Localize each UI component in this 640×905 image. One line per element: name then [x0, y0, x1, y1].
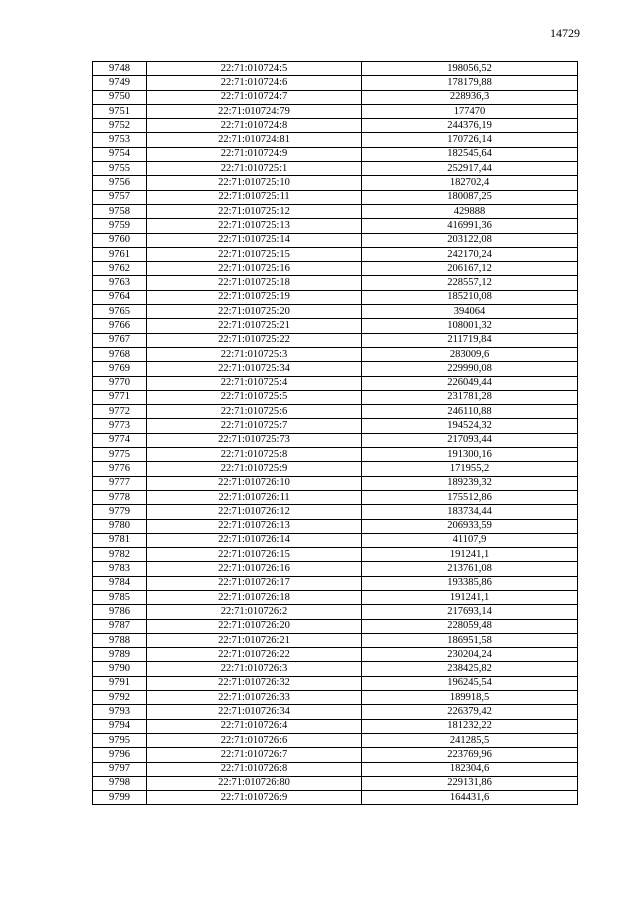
cadastral-value-cell: 181232,22: [362, 719, 578, 733]
cadastral-number-cell: 22:71:010725:15: [147, 247, 362, 261]
row-number-cell: 9751: [93, 104, 147, 118]
cadastral-value-cell: 194524,32: [362, 419, 578, 433]
cadastral-number-cell: 22:71:010726:12: [147, 505, 362, 519]
cadastral-number-cell: 22:71:010726:6: [147, 733, 362, 747]
cadastral-number-cell: 22:71:010726:3: [147, 662, 362, 676]
cadastral-number-cell: 22:71:010726:11: [147, 490, 362, 504]
cadastral-value-table: [92, 61, 578, 805]
cadastral-number-cell: 22:71:010725:21: [147, 319, 362, 333]
table-row: [93, 319, 578, 333]
row-number-cell: 9790: [93, 662, 147, 676]
cadastral-number-cell: 22:71:010726:32: [147, 676, 362, 690]
cadastral-value-cell: 203122,08: [362, 233, 578, 247]
table-row: [93, 176, 578, 190]
cadastral-value-cell: 185210,08: [362, 290, 578, 304]
cadastral-value-cell: 283009,6: [362, 347, 578, 361]
cadastral-value-cell: 171955,2: [362, 462, 578, 476]
cadastral-number-cell: 22:71:010725:9: [147, 462, 362, 476]
cadastral-value-cell: 228059,48: [362, 619, 578, 633]
row-number-cell: 9774: [93, 433, 147, 447]
cadastral-number-cell: 22:71:010725:14: [147, 233, 362, 247]
cadastral-value-cell: 223769,96: [362, 748, 578, 762]
row-number-cell: 9771: [93, 390, 147, 404]
cadastral-value-cell: 108001,32: [362, 319, 578, 333]
row-number-cell: 9762: [93, 262, 147, 276]
table-row: [93, 705, 578, 719]
cadastral-value-cell: 244376,19: [362, 119, 578, 133]
cadastral-value-cell: 238425,82: [362, 662, 578, 676]
cadastral-value-cell: 182304,6: [362, 762, 578, 776]
cadastral-value-cell: 182702,4: [362, 176, 578, 190]
table-row: [93, 133, 578, 147]
cadastral-value-cell: 196245,54: [362, 676, 578, 690]
cadastral-value-cell: 242170,24: [362, 247, 578, 261]
table-row: [93, 762, 578, 776]
table-row: [93, 691, 578, 705]
cadastral-number-cell: 22:71:010725:1: [147, 162, 362, 176]
table-row: [93, 333, 578, 347]
row-number-cell: 9793: [93, 705, 147, 719]
row-number-cell: 9792: [93, 691, 147, 705]
table-row: [93, 448, 578, 462]
cadastral-number-cell: 22:71:010726:13: [147, 519, 362, 533]
table-row: [93, 190, 578, 204]
cadastral-value-cell: 206167,12: [362, 262, 578, 276]
row-number-cell: 9781: [93, 533, 147, 547]
cadastral-number-cell: 22:71:010726:8: [147, 762, 362, 776]
row-number-cell: 9767: [93, 333, 147, 347]
table-row: [93, 419, 578, 433]
cadastral-value-cell: 189239,32: [362, 476, 578, 490]
table-row: [93, 605, 578, 619]
row-number-cell: 9799: [93, 791, 147, 805]
row-number-cell: 9779: [93, 505, 147, 519]
cadastral-number-cell: 22:71:010724:7: [147, 90, 362, 104]
cadastral-number-cell: 22:71:010726:10: [147, 476, 362, 490]
cadastral-value-cell: 394064: [362, 305, 578, 319]
cadastral-value-cell: 241285,5: [362, 733, 578, 747]
row-number-cell: 9789: [93, 648, 147, 662]
cadastral-value-cell: 193385,86: [362, 576, 578, 590]
cadastral-value-cell: 191300,16: [362, 448, 578, 462]
table-row: [93, 119, 578, 133]
cadastral-value-cell: 178179,88: [362, 76, 578, 90]
table-row: [93, 590, 578, 604]
cadastral-number-cell: 22:71:010725:5: [147, 390, 362, 404]
cadastral-value-cell: 226049,44: [362, 376, 578, 390]
cadastral-number-cell: 22:71:010726:15: [147, 548, 362, 562]
cadastral-value-cell: 217693,14: [362, 605, 578, 619]
cadastral-number-cell: 22:71:010725:13: [147, 219, 362, 233]
table-row: [93, 562, 578, 576]
row-number-cell: 9770: [93, 376, 147, 390]
cadastral-number-cell: 22:71:010725:22: [147, 333, 362, 347]
cadastral-number-cell: 22:71:010724:79: [147, 104, 362, 118]
cadastral-number-cell: 22:71:010725:3: [147, 347, 362, 361]
cadastral-value-cell: 186951,58: [362, 633, 578, 647]
table-row: [93, 462, 578, 476]
row-number-cell: 9768: [93, 347, 147, 361]
row-number-cell: 9764: [93, 290, 147, 304]
cadastral-value-cell: 211719,84: [362, 333, 578, 347]
cadastral-number-cell: 22:71:010726:80: [147, 776, 362, 790]
cadastral-number-cell: 22:71:010724:5: [147, 62, 362, 76]
table-row: [93, 619, 578, 633]
cadastral-value-cell: 230204,24: [362, 648, 578, 662]
row-number-cell: 9786: [93, 605, 147, 619]
row-number-cell: 9755: [93, 162, 147, 176]
cadastral-value-cell: 228557,12: [362, 276, 578, 290]
row-number-cell: 9784: [93, 576, 147, 590]
cadastral-value-cell: 231781,28: [362, 390, 578, 404]
table-row: [93, 204, 578, 218]
cadastral-number-cell: 22:71:010725:12: [147, 204, 362, 218]
row-number-cell: 9791: [93, 676, 147, 690]
cadastral-value-cell: 206933,59: [362, 519, 578, 533]
cadastral-number-cell: 22:71:010724:8: [147, 119, 362, 133]
cadastral-number-cell: 22:71:010726:21: [147, 633, 362, 647]
cadastral-value-cell: 180087,25: [362, 190, 578, 204]
table-row: [93, 505, 578, 519]
page-number: 14729: [550, 26, 580, 40]
table-row: [93, 247, 578, 261]
row-number-cell: 9752: [93, 119, 147, 133]
cadastral-number-cell: 22:71:010726:7: [147, 748, 362, 762]
cadastral-number-cell: 22:71:010726:9: [147, 791, 362, 805]
table-row: [93, 648, 578, 662]
table-row: [93, 490, 578, 504]
table-row: [93, 719, 578, 733]
cadastral-value-cell: 229990,08: [362, 362, 578, 376]
table-row: [93, 433, 578, 447]
table-row: [93, 347, 578, 361]
cadastral-number-cell: 22:71:010725:8: [147, 448, 362, 462]
cadastral-value-cell: 228936,3: [362, 90, 578, 104]
cadastral-number-cell: 22:71:010726:20: [147, 619, 362, 633]
table-row: [93, 548, 578, 562]
table-row: [93, 262, 578, 276]
cadastral-value-cell: 429888: [362, 204, 578, 218]
table-row: [93, 90, 578, 104]
cadastral-number-cell: 22:71:010725:6: [147, 405, 362, 419]
cadastral-number-cell: 22:71:010726:18: [147, 590, 362, 604]
cadastral-number-cell: 22:71:010725:10: [147, 176, 362, 190]
cadastral-number-cell: 22:71:010725:34: [147, 362, 362, 376]
cadastral-number-cell: 22:71:010725:7: [147, 419, 362, 433]
row-number-cell: 9759: [93, 219, 147, 233]
row-number-cell: 9798: [93, 776, 147, 790]
cadastral-value-cell: 198056,52: [362, 62, 578, 76]
table-row: [93, 104, 578, 118]
table-row: [93, 305, 578, 319]
row-number-cell: 9797: [93, 762, 147, 776]
cadastral-number-cell: 22:71:010725:16: [147, 262, 362, 276]
cadastral-value-cell: 164431,6: [362, 791, 578, 805]
row-number-cell: 9785: [93, 590, 147, 604]
cadastral-number-cell: 22:71:010725:20: [147, 305, 362, 319]
row-number-cell: 9748: [93, 62, 147, 76]
cadastral-number-cell: 22:71:010726:22: [147, 648, 362, 662]
table-row: [93, 147, 578, 161]
cadastral-value-cell: 191241,1: [362, 548, 578, 562]
cadastral-value-cell: 175512,86: [362, 490, 578, 504]
cadastral-value-cell: 177470: [362, 104, 578, 118]
cadastral-number-cell: 22:71:010725:18: [147, 276, 362, 290]
row-number-cell: 9758: [93, 204, 147, 218]
table-body: [93, 62, 578, 805]
table-row: [93, 633, 578, 647]
row-number-cell: 9749: [93, 76, 147, 90]
cadastral-number-cell: 22:71:010725:4: [147, 376, 362, 390]
cadastral-number-cell: 22:71:010725:11: [147, 190, 362, 204]
table-row: [93, 76, 578, 90]
cadastral-number-cell: 22:71:010726:17: [147, 576, 362, 590]
row-number-cell: 9765: [93, 305, 147, 319]
row-number-cell: 9787: [93, 619, 147, 633]
cadastral-number-cell: 22:71:010726:14: [147, 533, 362, 547]
cadastral-number-cell: 22:71:010724:6: [147, 76, 362, 90]
row-number-cell: 9777: [93, 476, 147, 490]
table-row: [93, 390, 578, 404]
row-number-cell: 9794: [93, 719, 147, 733]
row-number-cell: 9788: [93, 633, 147, 647]
row-number-cell: 9761: [93, 247, 147, 261]
table-row: [93, 576, 578, 590]
row-number-cell: 9782: [93, 548, 147, 562]
cadastral-value-cell: 183734,44: [362, 505, 578, 519]
table-row: [93, 62, 578, 76]
table-row: [93, 733, 578, 747]
cadastral-value-cell: 229131,86: [362, 776, 578, 790]
table-row: [93, 233, 578, 247]
row-number-cell: 9754: [93, 147, 147, 161]
cadastral-value-cell: 217093,44: [362, 433, 578, 447]
table-row: [93, 376, 578, 390]
table-row: [93, 290, 578, 304]
table-row: [93, 405, 578, 419]
cadastral-number-cell: 22:71:010726:4: [147, 719, 362, 733]
cadastral-value-cell: 189918,5: [362, 691, 578, 705]
table-row: [93, 748, 578, 762]
cadastral-value-cell: 252917,44: [362, 162, 578, 176]
cadastral-value-cell: 416991,36: [362, 219, 578, 233]
cadastral-value-cell: 41107,9: [362, 533, 578, 547]
cadastral-number-cell: 22:71:010726:16: [147, 562, 362, 576]
table-row: [93, 219, 578, 233]
cadastral-number-cell: 22:71:010726:2: [147, 605, 362, 619]
cadastral-number-cell: 22:71:010724:9: [147, 147, 362, 161]
cadastral-number-cell: 22:71:010724:81: [147, 133, 362, 147]
cadastral-value-cell: 213761,08: [362, 562, 578, 576]
cadastral-number-cell: 22:71:010725:19: [147, 290, 362, 304]
cadastral-value-cell: 182545,64: [362, 147, 578, 161]
row-number-cell: 9795: [93, 733, 147, 747]
row-number-cell: 9776: [93, 462, 147, 476]
row-number-cell: 9750: [93, 90, 147, 104]
table-row: [93, 476, 578, 490]
table-row: [93, 662, 578, 676]
row-number-cell: 9753: [93, 133, 147, 147]
table-row: [93, 791, 578, 805]
table-row: [93, 776, 578, 790]
table-row: [93, 162, 578, 176]
row-number-cell: 9773: [93, 419, 147, 433]
cadastral-number-cell: 22:71:010726:33: [147, 691, 362, 705]
cadastral-value-cell: 170726,14: [362, 133, 578, 147]
cadastral-number-cell: 22:71:010725:73: [147, 433, 362, 447]
row-number-cell: 9756: [93, 176, 147, 190]
row-number-cell: 9775: [93, 448, 147, 462]
cadastral-number-cell: 22:71:010726:34: [147, 705, 362, 719]
row-number-cell: 9772: [93, 405, 147, 419]
cadastral-value-cell: 226379,42: [362, 705, 578, 719]
row-number-cell: 9780: [93, 519, 147, 533]
table-row: [93, 533, 578, 547]
table-row: [93, 519, 578, 533]
cadastral-value-cell: 191241,1: [362, 590, 578, 604]
row-number-cell: 9783: [93, 562, 147, 576]
row-number-cell: 9766: [93, 319, 147, 333]
table-row: [93, 362, 578, 376]
row-number-cell: 9796: [93, 748, 147, 762]
row-number-cell: 9769: [93, 362, 147, 376]
row-number-cell: 9763: [93, 276, 147, 290]
row-number-cell: 9760: [93, 233, 147, 247]
cadastral-value-cell: 246110,88: [362, 405, 578, 419]
table-row: [93, 276, 578, 290]
table-row: [93, 676, 578, 690]
row-number-cell: 9778: [93, 490, 147, 504]
row-number-cell: 9757: [93, 190, 147, 204]
